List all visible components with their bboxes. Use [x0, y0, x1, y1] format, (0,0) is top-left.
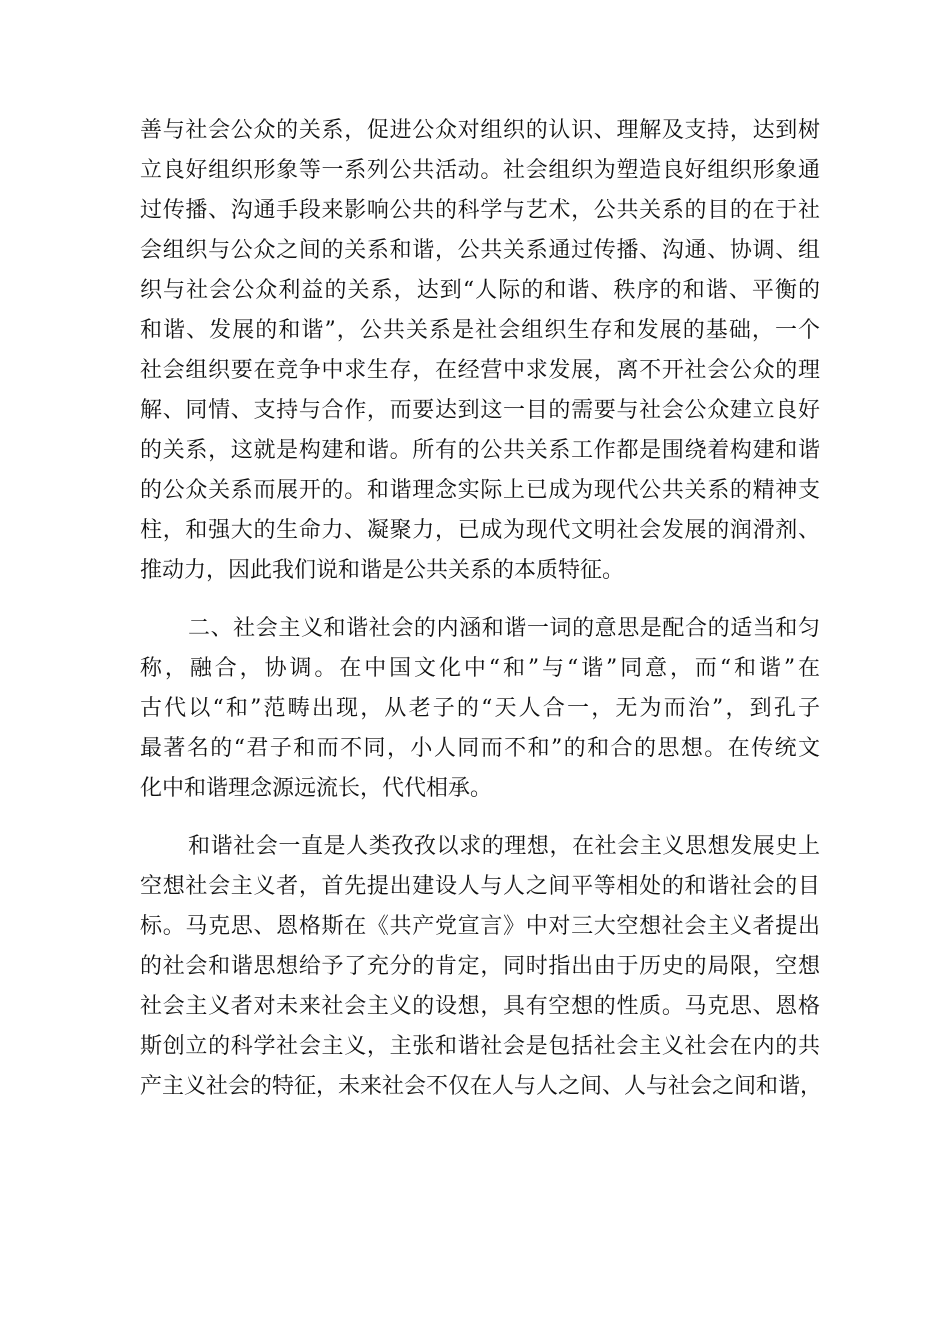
text-line: 织与社会公众利益的关系，达到“人际的和谐、秩序的和谐、平衡的	[140, 278, 820, 303]
paragraph-spacer	[140, 809, 820, 827]
text-line: 立良好组织形象等一系列公共活动。社会组织为塑造良好组织形象通	[140, 158, 820, 183]
paragraph-1	[140, 111, 820, 591]
text-line: 柱，和强大的生命力、凝聚力，已成为现代文明社会发展的润滑剂、	[140, 518, 820, 543]
text-line: 斯创立的科学社会主义，主张和谐社会是包括社会主义社会在内的共	[140, 1034, 820, 1059]
text-line: 最著名的“君子和而不同，小人同而不和”的和合的思想。在传统文	[140, 736, 820, 761]
text-line: 化中和谐理念源远流长，代代相承。	[140, 776, 493, 801]
text-line: 二、社会主义和谐社会的内涵和谐一词的意思是配合的适当和匀	[188, 616, 820, 641]
document-body	[140, 111, 823, 1107]
text-line: 的关系，这就是构建和谐。所有的公共关系工作都是围绕着构建和谐	[140, 438, 820, 463]
text-line: 产主义社会的特征，未来社会不仅在人与人之间、人与社会之间和谐，	[140, 1074, 823, 1099]
text-line: 过传播、沟通手段来影响公共的科学与艺术，公共关系的目的在于社	[140, 198, 820, 223]
text-line: 的社会和谐思想给予了充分的肯定，同时指出由于历史的局限，空想	[140, 954, 820, 979]
text-line: 社会主义者对未来社会主义的设想，具有空想的性质。马克思、恩格	[140, 994, 820, 1019]
text-line: 会组织与公众之间的关系和谐，公共关系通过传播、沟通、协调、组	[140, 238, 820, 263]
paragraph-spacer	[140, 591, 820, 609]
text-line: 社会组织要在竞争中求生存，在经营中求发展，离不开社会公众的理	[140, 358, 820, 383]
text-line: 和谐社会一直是人类孜孜以求的理想，在社会主义思想发展史上	[188, 834, 820, 859]
text-line: 和谐、发展的和谐”，公共关系是社会组织生存和发展的基础，一个	[140, 318, 820, 343]
text-line: 推动力，因此我们说和谐是公共关系的本质特征。	[140, 558, 625, 583]
text-line: 称，融合，协调。在中国文化中“和”与“谐”同意，而“和谐”在	[140, 656, 820, 681]
paragraph-2	[140, 609, 820, 809]
text-line: 的公众关系而展开的。和谐理念实际上已成为现代公共关系的精神支	[140, 478, 820, 503]
text-line: 解、同情、支持与合作，而要达到这一目的需要与社会公众建立良好	[140, 398, 820, 423]
paragraph-3	[140, 827, 823, 1107]
text-line: 古代以“和”范畴出现，从老子的“天人合一，无为而治”，到孔子	[140, 696, 820, 721]
text-line: 善与社会公众的关系，促进公众对组织的认识、理解及支持，达到树	[140, 118, 820, 143]
text-line: 空想社会主义者，首先提出建设人与人之间平等相处的和谐社会的目	[140, 874, 820, 899]
text-line: 标。马克思、恩格斯在《共产党宣言》中对三大空想社会主义者提出	[140, 914, 820, 939]
